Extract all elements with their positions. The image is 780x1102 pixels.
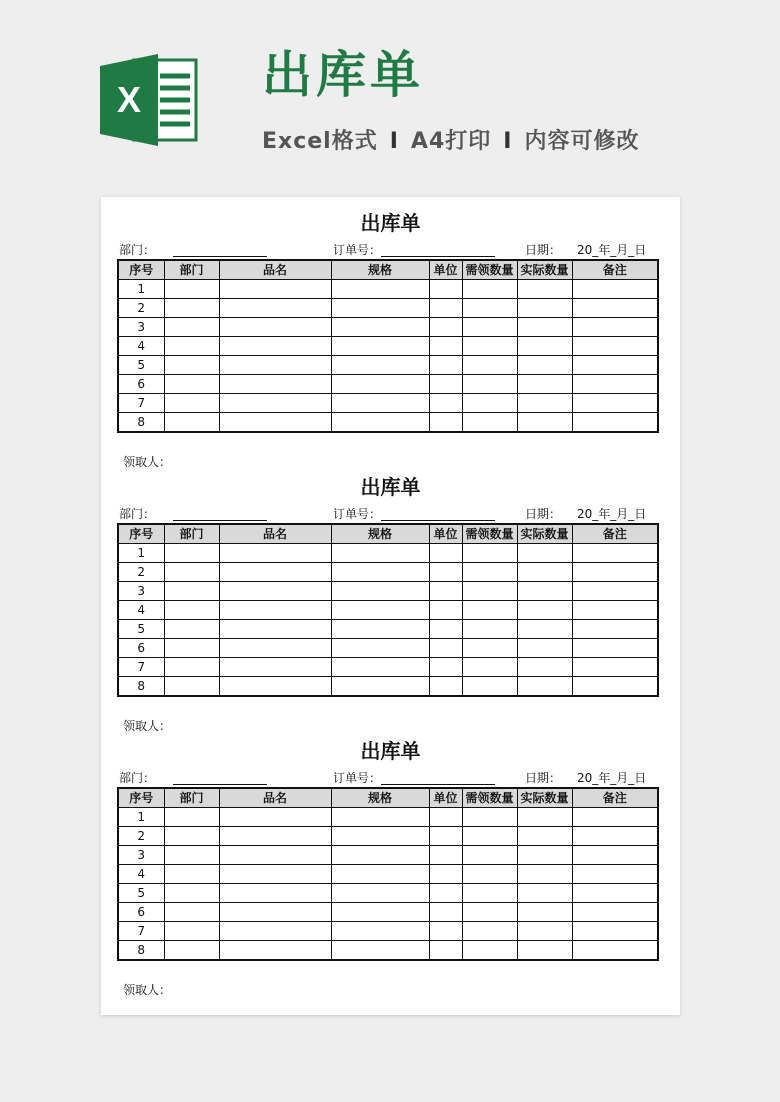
- table-cell[interactable]: [517, 375, 572, 394]
- table-cell[interactable]: [462, 677, 517, 697]
- department-label: 部门：: [119, 507, 156, 521]
- table-cell[interactable]: [517, 865, 572, 884]
- table-cell[interactable]: [429, 318, 462, 337]
- table-cell[interactable]: [164, 280, 219, 299]
- order-number-label: 订单号：: [333, 771, 382, 785]
- row-number: 3: [118, 582, 164, 601]
- table-cell[interactable]: [517, 827, 572, 846]
- table-cell[interactable]: [429, 337, 462, 356]
- items-table: [117, 787, 659, 961]
- table-row: [118, 413, 658, 433]
- table-cell[interactable]: [462, 846, 517, 865]
- table-cell[interactable]: [331, 394, 429, 413]
- row-number: 2: [118, 299, 164, 318]
- row-number: 5: [118, 356, 164, 375]
- row-number: 1: [118, 280, 164, 299]
- table-cell[interactable]: [164, 941, 219, 961]
- column-header: 序号: [118, 524, 164, 544]
- table-cell[interactable]: [429, 280, 462, 299]
- table-cell[interactable]: [462, 941, 517, 961]
- table-cell[interactable]: [164, 601, 219, 620]
- table-row: [118, 582, 658, 601]
- table-cell[interactable]: [331, 884, 429, 903]
- table-cell[interactable]: [429, 582, 462, 601]
- table-cell[interactable]: [164, 563, 219, 582]
- table-cell[interactable]: [572, 658, 658, 677]
- banner-title: 出库单: [262, 46, 424, 104]
- table-cell[interactable]: [164, 922, 219, 941]
- table-cell[interactable]: [219, 922, 331, 941]
- form-title: 出库单: [360, 211, 421, 235]
- department-field[interactable]: [119, 243, 267, 257]
- table-cell[interactable]: [462, 563, 517, 582]
- table-cell[interactable]: [517, 394, 572, 413]
- order-number-blank[interactable]: [381, 508, 495, 521]
- table-cell[interactable]: [517, 337, 572, 356]
- receiver-label: 领取人：: [123, 455, 172, 469]
- column-header: 备注: [572, 524, 658, 544]
- date-label: 日期：: [525, 243, 562, 257]
- table-cell[interactable]: [429, 865, 462, 884]
- table-cell[interactable]: [219, 903, 331, 922]
- table-cell[interactable]: [219, 280, 331, 299]
- table-cell[interactable]: [164, 865, 219, 884]
- table-cell[interactable]: [517, 677, 572, 697]
- column-header: 实际数量: [517, 788, 572, 808]
- row-number: 2: [118, 827, 164, 846]
- table-cell[interactable]: [462, 413, 517, 433]
- items-table: [117, 259, 659, 433]
- table-cell[interactable]: [164, 639, 219, 658]
- table-cell[interactable]: [331, 922, 429, 941]
- table-cell[interactable]: [572, 620, 658, 639]
- table-cell[interactable]: [429, 544, 462, 563]
- table-cell[interactable]: [517, 884, 572, 903]
- table-cell[interactable]: [164, 903, 219, 922]
- table-cell[interactable]: [331, 658, 429, 677]
- excel-icon: [100, 54, 198, 146]
- column-header: 规格: [331, 788, 429, 808]
- table-cell[interactable]: [219, 846, 331, 865]
- table-cell[interactable]: [331, 601, 429, 620]
- column-header: 单位: [429, 260, 462, 280]
- table-cell[interactable]: [517, 280, 572, 299]
- table-cell[interactable]: [462, 544, 517, 563]
- order-number-blank[interactable]: [381, 244, 495, 257]
- table-cell[interactable]: [517, 544, 572, 563]
- row-number: 4: [118, 337, 164, 356]
- table-cell[interactable]: [219, 318, 331, 337]
- table-cell[interactable]: [219, 827, 331, 846]
- row-number: 2: [118, 563, 164, 582]
- subtitle-separator: I: [503, 129, 513, 154]
- items-table: [117, 523, 659, 697]
- table-cell[interactable]: [462, 808, 517, 827]
- table-cell[interactable]: [219, 582, 331, 601]
- table-cell[interactable]: [429, 563, 462, 582]
- table-cell[interactable]: [462, 582, 517, 601]
- table-row: [118, 941, 658, 961]
- table-cell[interactable]: [164, 299, 219, 318]
- table-cell[interactable]: [164, 394, 219, 413]
- table-cell[interactable]: [572, 375, 658, 394]
- table-row: [118, 299, 658, 318]
- table-row: [118, 356, 658, 375]
- date-value: 20_年_月_日: [577, 771, 647, 785]
- table-cell[interactable]: [572, 582, 658, 601]
- table-cell[interactable]: [331, 865, 429, 884]
- table-row: [118, 808, 658, 827]
- table-cell[interactable]: [462, 922, 517, 941]
- table-cell[interactable]: [331, 375, 429, 394]
- department-blank[interactable]: [173, 772, 267, 785]
- table-cell[interactable]: [517, 620, 572, 639]
- table-cell[interactable]: [219, 620, 331, 639]
- date-field[interactable]: [525, 771, 646, 785]
- outbound-form: [101, 211, 680, 471]
- outbound-form: [101, 739, 680, 999]
- column-header: 单位: [429, 524, 462, 544]
- department-blank[interactable]: [173, 508, 267, 521]
- table-cell[interactable]: [429, 394, 462, 413]
- table-cell[interactable]: [219, 413, 331, 433]
- table-cell[interactable]: [517, 941, 572, 961]
- table-cell[interactable]: [429, 846, 462, 865]
- table-cell[interactable]: [429, 413, 462, 433]
- column-header: 部门: [164, 260, 219, 280]
- row-number: 4: [118, 865, 164, 884]
- table-row: [118, 922, 658, 941]
- row-number: 7: [118, 922, 164, 941]
- table-row: [118, 563, 658, 582]
- table-cell[interactable]: [219, 865, 331, 884]
- table-cell[interactable]: [572, 394, 658, 413]
- column-header: 需领数量: [462, 524, 517, 544]
- table-cell[interactable]: [331, 903, 429, 922]
- column-header: 备注: [572, 788, 658, 808]
- table-row: [118, 318, 658, 337]
- row-number: 3: [118, 846, 164, 865]
- column-header: 品名: [219, 260, 331, 280]
- column-header: 序号: [118, 260, 164, 280]
- table-cell[interactable]: [572, 846, 658, 865]
- table-row: [118, 639, 658, 658]
- department-field[interactable]: [119, 771, 267, 785]
- table-cell[interactable]: [517, 808, 572, 827]
- table-cell[interactable]: [219, 337, 331, 356]
- date-value: 20_年_月_日: [577, 507, 647, 521]
- table-cell[interactable]: [517, 356, 572, 375]
- table-cell[interactable]: [572, 808, 658, 827]
- table-header-row: [118, 260, 658, 280]
- order-number-label: 订单号：: [333, 243, 382, 257]
- table-cell[interactable]: [572, 865, 658, 884]
- table-cell[interactable]: [331, 280, 429, 299]
- table-cell[interactable]: [572, 884, 658, 903]
- form-title: 出库单: [360, 475, 421, 499]
- table-row: [118, 601, 658, 620]
- subtitle-editable: 内容可修改: [524, 129, 640, 154]
- table-cell[interactable]: [462, 639, 517, 658]
- table-cell[interactable]: [462, 375, 517, 394]
- table-cell[interactable]: [219, 563, 331, 582]
- table-cell[interactable]: [572, 827, 658, 846]
- table-cell[interactable]: [572, 356, 658, 375]
- table-cell[interactable]: [331, 318, 429, 337]
- table-cell[interactable]: [517, 922, 572, 941]
- table-cell[interactable]: [462, 601, 517, 620]
- row-number: 1: [118, 544, 164, 563]
- table-cell[interactable]: [429, 620, 462, 639]
- table-cell[interactable]: [164, 413, 219, 433]
- table-cell[interactable]: [429, 299, 462, 318]
- table-cell[interactable]: [517, 413, 572, 433]
- table-cell[interactable]: [462, 299, 517, 318]
- table-cell[interactable]: [331, 337, 429, 356]
- document-page: [101, 197, 680, 1015]
- table-cell[interactable]: [462, 865, 517, 884]
- table-cell[interactable]: [429, 808, 462, 827]
- banner-subtitle: [262, 124, 639, 155]
- table-row: [118, 903, 658, 922]
- table-cell[interactable]: [164, 677, 219, 697]
- order-number-field[interactable]: [333, 771, 495, 785]
- table-cell[interactable]: [164, 846, 219, 865]
- table-cell[interactable]: [462, 827, 517, 846]
- table-cell[interactable]: [517, 318, 572, 337]
- table-cell[interactable]: [164, 582, 219, 601]
- date-field[interactable]: [525, 507, 646, 521]
- table-cell[interactable]: [219, 808, 331, 827]
- table-row: [118, 337, 658, 356]
- table-cell[interactable]: [331, 582, 429, 601]
- row-number: 4: [118, 601, 164, 620]
- department-blank[interactable]: [173, 244, 267, 257]
- table-cell[interactable]: [429, 941, 462, 961]
- banner: [0, 0, 780, 190]
- column-header: 需领数量: [462, 260, 517, 280]
- table-row: [118, 658, 658, 677]
- table-cell[interactable]: [517, 299, 572, 318]
- order-number-blank[interactable]: [381, 772, 495, 785]
- column-header: 规格: [331, 260, 429, 280]
- table-cell[interactable]: [219, 544, 331, 563]
- table-row: [118, 884, 658, 903]
- row-number: 8: [118, 413, 164, 433]
- table-cell[interactable]: [572, 299, 658, 318]
- table-row: [118, 394, 658, 413]
- table-cell[interactable]: [572, 337, 658, 356]
- table-cell[interactable]: [462, 658, 517, 677]
- table-cell[interactable]: [429, 658, 462, 677]
- table-cell[interactable]: [572, 903, 658, 922]
- table-cell[interactable]: [462, 394, 517, 413]
- column-header: 品名: [219, 788, 331, 808]
- table-cell[interactable]: [462, 884, 517, 903]
- table-cell[interactable]: [429, 356, 462, 375]
- table-cell[interactable]: [164, 318, 219, 337]
- table-cell[interactable]: [517, 846, 572, 865]
- column-header: 品名: [219, 524, 331, 544]
- outbound-form: [101, 475, 680, 735]
- department-label: 部门：: [119, 771, 156, 785]
- table-cell[interactable]: [219, 941, 331, 961]
- date-label: 日期：: [525, 771, 562, 785]
- row-number: 7: [118, 394, 164, 413]
- table-cell[interactable]: [517, 601, 572, 620]
- table-cell[interactable]: [164, 337, 219, 356]
- table-cell[interactable]: [164, 827, 219, 846]
- table-cell[interactable]: [331, 808, 429, 827]
- column-header: 部门: [164, 524, 219, 544]
- table-cell[interactable]: [331, 941, 429, 961]
- row-number: 8: [118, 941, 164, 961]
- table-row: [118, 677, 658, 697]
- table-cell[interactable]: [517, 903, 572, 922]
- table-cell[interactable]: [429, 375, 462, 394]
- table-cell[interactable]: [219, 658, 331, 677]
- row-number: 1: [118, 808, 164, 827]
- table-cell[interactable]: [331, 620, 429, 639]
- table-cell[interactable]: [331, 356, 429, 375]
- table-cell[interactable]: [517, 639, 572, 658]
- row-number: 3: [118, 318, 164, 337]
- table-cell[interactable]: [429, 922, 462, 941]
- table-cell[interactable]: [331, 677, 429, 697]
- table-cell[interactable]: [429, 903, 462, 922]
- table-cell[interactable]: [164, 620, 219, 639]
- table-cell[interactable]: [219, 394, 331, 413]
- table-cell[interactable]: [164, 808, 219, 827]
- table-cell[interactable]: [572, 563, 658, 582]
- table-cell[interactable]: [572, 413, 658, 433]
- table-header-row: [118, 524, 658, 544]
- table-cell[interactable]: [331, 544, 429, 563]
- subtitle-print: A4打印: [410, 129, 492, 154]
- table-cell[interactable]: [572, 677, 658, 697]
- receiver-label: 领取人：: [123, 983, 172, 997]
- table-cell[interactable]: [331, 299, 429, 318]
- form-title: 出库单: [360, 739, 421, 763]
- order-number-field[interactable]: [333, 243, 495, 257]
- table-cell[interactable]: [572, 318, 658, 337]
- table-cell[interactable]: [572, 639, 658, 658]
- table-row: [118, 865, 658, 884]
- receiver-label: 领取人：: [123, 719, 172, 733]
- department-label: 部门：: [119, 243, 156, 257]
- table-cell[interactable]: [462, 318, 517, 337]
- subtitle-format: Excel格式: [262, 129, 378, 154]
- table-cell[interactable]: [219, 299, 331, 318]
- table-cell[interactable]: [517, 658, 572, 677]
- column-header: 规格: [331, 524, 429, 544]
- row-number: 5: [118, 620, 164, 639]
- svg-text:X: X: [116, 79, 142, 120]
- table-row: [118, 620, 658, 639]
- table-cell[interactable]: [164, 356, 219, 375]
- table-cell[interactable]: [572, 544, 658, 563]
- table-header-row: [118, 788, 658, 808]
- row-number: 5: [118, 884, 164, 903]
- row-number: 6: [118, 375, 164, 394]
- table-cell[interactable]: [331, 827, 429, 846]
- department-field[interactable]: [119, 507, 267, 521]
- column-header: 单位: [429, 788, 462, 808]
- table-cell[interactable]: [572, 941, 658, 961]
- table-cell[interactable]: [462, 337, 517, 356]
- table-cell[interactable]: [517, 582, 572, 601]
- table-cell[interactable]: [572, 280, 658, 299]
- column-header: 序号: [118, 788, 164, 808]
- column-header: 备注: [572, 260, 658, 280]
- table-cell[interactable]: [164, 884, 219, 903]
- table-cell[interactable]: [462, 620, 517, 639]
- table-cell[interactable]: [462, 280, 517, 299]
- column-header: 实际数量: [517, 260, 572, 280]
- table-cell[interactable]: [429, 639, 462, 658]
- table-cell[interactable]: [429, 827, 462, 846]
- column-header: 部门: [164, 788, 219, 808]
- table-cell[interactable]: [517, 563, 572, 582]
- table-cell[interactable]: [462, 903, 517, 922]
- table-cell[interactable]: [219, 375, 331, 394]
- row-number: 6: [118, 639, 164, 658]
- date-label: 日期：: [525, 507, 562, 521]
- table-cell[interactable]: [219, 677, 331, 697]
- table-cell[interactable]: [429, 677, 462, 697]
- table-cell[interactable]: [219, 356, 331, 375]
- table-cell[interactable]: [164, 658, 219, 677]
- subtitle-separator: I: [389, 129, 399, 154]
- order-number-field[interactable]: [333, 507, 495, 521]
- table-cell[interactable]: [331, 563, 429, 582]
- table-row: [118, 827, 658, 846]
- table-cell[interactable]: [462, 356, 517, 375]
- order-number-label: 订单号：: [333, 507, 382, 521]
- table-row: [118, 846, 658, 865]
- table-cell[interactable]: [164, 544, 219, 563]
- table-cell[interactable]: [219, 884, 331, 903]
- table-cell[interactable]: [331, 639, 429, 658]
- table-cell[interactable]: [219, 601, 331, 620]
- row-number: 6: [118, 903, 164, 922]
- table-cell[interactable]: [572, 922, 658, 941]
- table-cell[interactable]: [429, 601, 462, 620]
- column-header: 实际数量: [517, 524, 572, 544]
- table-cell[interactable]: [219, 639, 331, 658]
- table-cell[interactable]: [331, 413, 429, 433]
- table-row: [118, 375, 658, 394]
- column-header: 需领数量: [462, 788, 517, 808]
- date-field[interactable]: [525, 243, 646, 257]
- table-cell[interactable]: [164, 375, 219, 394]
- table-cell[interactable]: [331, 846, 429, 865]
- row-number: 8: [118, 677, 164, 697]
- row-number: 7: [118, 658, 164, 677]
- table-row: [118, 544, 658, 563]
- date-value: 20_年_月_日: [577, 243, 647, 257]
- table-row: [118, 280, 658, 299]
- table-cell[interactable]: [572, 601, 658, 620]
- table-cell[interactable]: [429, 884, 462, 903]
